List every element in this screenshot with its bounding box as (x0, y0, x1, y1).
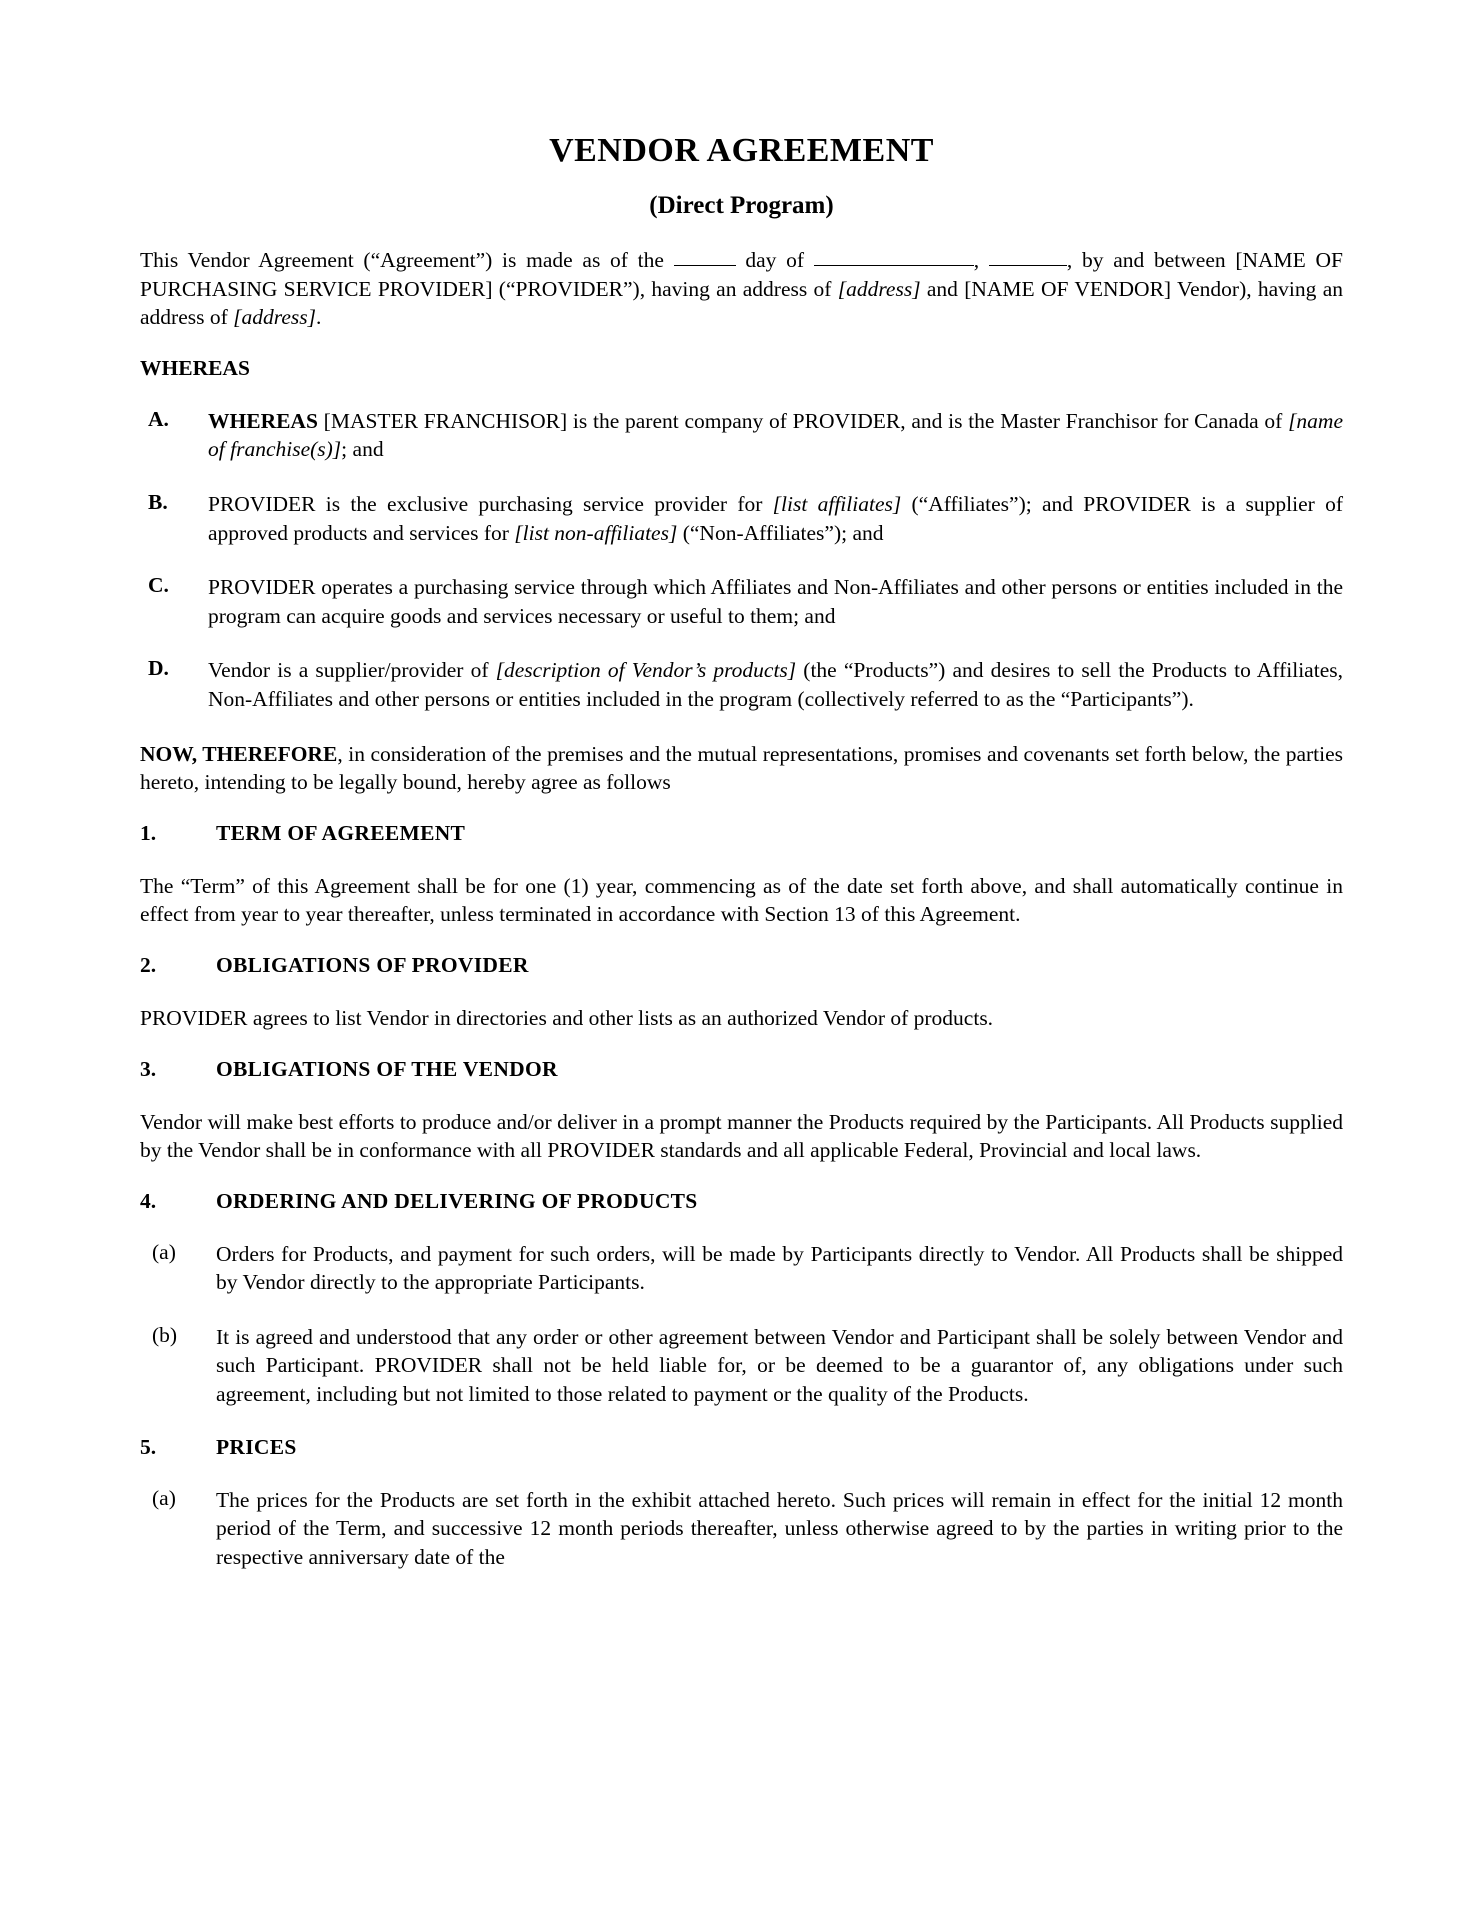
month-blank-field[interactable] (814, 265, 974, 266)
recital-b-mid: (“Affiliates”); and PROVIDER is a supplier of approved products and services for (208, 491, 1343, 545)
recital-a-label: A. (148, 406, 169, 431)
intro-address-1: [address] (837, 276, 921, 301)
now-therefore-paragraph (140, 740, 1343, 797)
intro-text-3: , (973, 248, 989, 272)
section-3-title: OBLIGATIONS OF THE VENDOR (216, 1056, 558, 1081)
section-1-heading (140, 821, 1343, 846)
recital-a-italic: [name of franchise(s)] (208, 408, 1343, 462)
section-2-number: 2. (140, 952, 157, 977)
section-4-title: ORDERING AND DELIVERING OF PRODUCTS (216, 1188, 698, 1213)
section-5-clause-a-label: (a) (152, 1485, 176, 1510)
section-3-body: Vendor will make best efforts to produce and/or deliver in a prompt manner the Products required by the Participants. All Products supplied by the Vendor shall be in conformance with all PROVIDER standards and all applicable Federal, Provincial and local laws. (140, 1109, 1343, 1163)
section-1-body: The “Term” of this Agreement shall be for one (1) year, commencing as of the date set forth above, and shall automatically continue in effect from year to year thereafter, unless terminated in accordance with Section 13 of this Agreement. (140, 873, 1343, 927)
now-therefore-text: , in consideration of the premises and the mutual representations, promises and covenants set forth below, the parties hereto, intending to be legally bound, hereby agree as follows (140, 741, 1344, 795)
intro-text-5: and [NAME OF VENDOR] Vendor), having an address of (140, 276, 1343, 330)
recital-b (140, 490, 1343, 547)
section-5-number: 5. (140, 1434, 157, 1459)
section-4-heading (140, 1189, 1343, 1214)
section-3-number: 3. (140, 1056, 157, 1081)
section-2-body: PROVIDER agrees to list Vendor in directories and other lists as an authorized Vendor of products. (140, 1005, 994, 1030)
section-4-number: 4. (140, 1188, 157, 1213)
recital-b-italic-2: [list non-affiliates] (514, 520, 678, 545)
recital-c-text (208, 573, 1343, 630)
recital-a (140, 407, 1343, 464)
recital-a-text (208, 407, 1343, 464)
section-2-title: OBLIGATIONS OF PROVIDER (216, 952, 529, 977)
section-1-number: 1. (140, 820, 157, 845)
recital-a-before: [MASTER FRANCHISOR] is the parent company of PROVIDER, and is the Master Franchisor for Canada of (317, 408, 1289, 433)
intro-paragraph (140, 246, 1343, 332)
intro-address-2: [address] (233, 305, 316, 330)
section-4-clause-a-label: (a) (152, 1239, 176, 1264)
page-title: VENDOR AGREEMENT (549, 132, 934, 169)
recital-b-label: B. (148, 489, 168, 514)
recital-d-label: D. (148, 656, 169, 681)
section-3-heading (140, 1057, 1343, 1082)
day-blank-field[interactable] (674, 265, 736, 266)
recital-b-italic: [list affiliates] (772, 491, 902, 516)
recital-c-label: C. (148, 573, 169, 598)
section-4-clause-b (140, 1323, 1343, 1409)
section-4-clause-a (140, 1240, 1343, 1297)
section-1-title: TERM OF AGREEMENT (216, 820, 466, 845)
section-5-heading (140, 1435, 1343, 1460)
section-4-clause-b-label: (b) (152, 1322, 178, 1347)
recital-b-after: (“Non-Affiliates”); and (677, 520, 884, 545)
recital-d-italic: [description of Vendor’s products] (495, 658, 797, 683)
intro-text-4: , by and between [NAME OF PURCHASING SERVICE PROVIDER] (“PROVIDER”), having an address of (140, 248, 1344, 301)
page-subtitle: (Direct Program) (649, 192, 834, 219)
now-therefore-lead: NOW, THEREFORE (140, 741, 338, 766)
recital-a-after: ; and (341, 437, 384, 462)
whereas-heading: WHEREAS (140, 355, 250, 380)
recital-b-before: PROVIDER is the exclusive purchasing service provider for (208, 491, 773, 516)
recital-d-text (208, 656, 1343, 713)
section-5-title: PRICES (216, 1434, 297, 1459)
recital-d-after: (the “Products”) and desires to sell the Products to Affiliates, Non-Affiliates and other persons or entities included in the program (collectively referred to as the “Participants”). (208, 658, 1343, 711)
recital-a-lead: WHEREAS (208, 408, 318, 433)
section-5-clause-a-text: The prices for the Products are set forth in the exhibit attached hereto. Such prices will remain in effect for the initial 12 month period of the Term, and successive 12 month periods thereafter, unless otherwise agreed to by the parties in writing prior to the respective anniversary date of the (216, 1487, 1343, 1569)
recital-c (140, 573, 1343, 630)
intro-text-6: . (315, 305, 322, 330)
recital-b-text (208, 490, 1343, 547)
section-2-heading (140, 953, 1343, 978)
recital-c-before: PROVIDER operates a purchasing service through which Affiliates and Non-Affiliates and other persons or entities included in the program can acquire goods and services necessary or useful to them; and (208, 575, 1343, 628)
year-blank-field[interactable] (989, 265, 1067, 266)
intro-text-1: This Vendor Agreement (“Agreement”) is made as of the (140, 248, 674, 272)
recital-d (140, 656, 1343, 713)
section-4-clause-a-text: Orders for Products, and payment for such orders, will be made by Participants directly to Vendor. All Products shall be shipped by Vendor directly to the appropriate Participants. (216, 1241, 1343, 1295)
section-4-clause-b-text: It is agreed and understood that any order or other agreement between Vendor and Participant shall be solely between Vendor and such Participant. PROVIDER shall not be held liable for, or be deemed to be a guarantor of, any obligations under such agreement, including but not limited to those related to payment or the quality of the Products. (216, 1324, 1343, 1407)
recital-d-before: Vendor is a supplier/provider of (208, 658, 496, 683)
section-5-clause-a (140, 1486, 1343, 1572)
intro-text-2: day of (735, 248, 814, 272)
